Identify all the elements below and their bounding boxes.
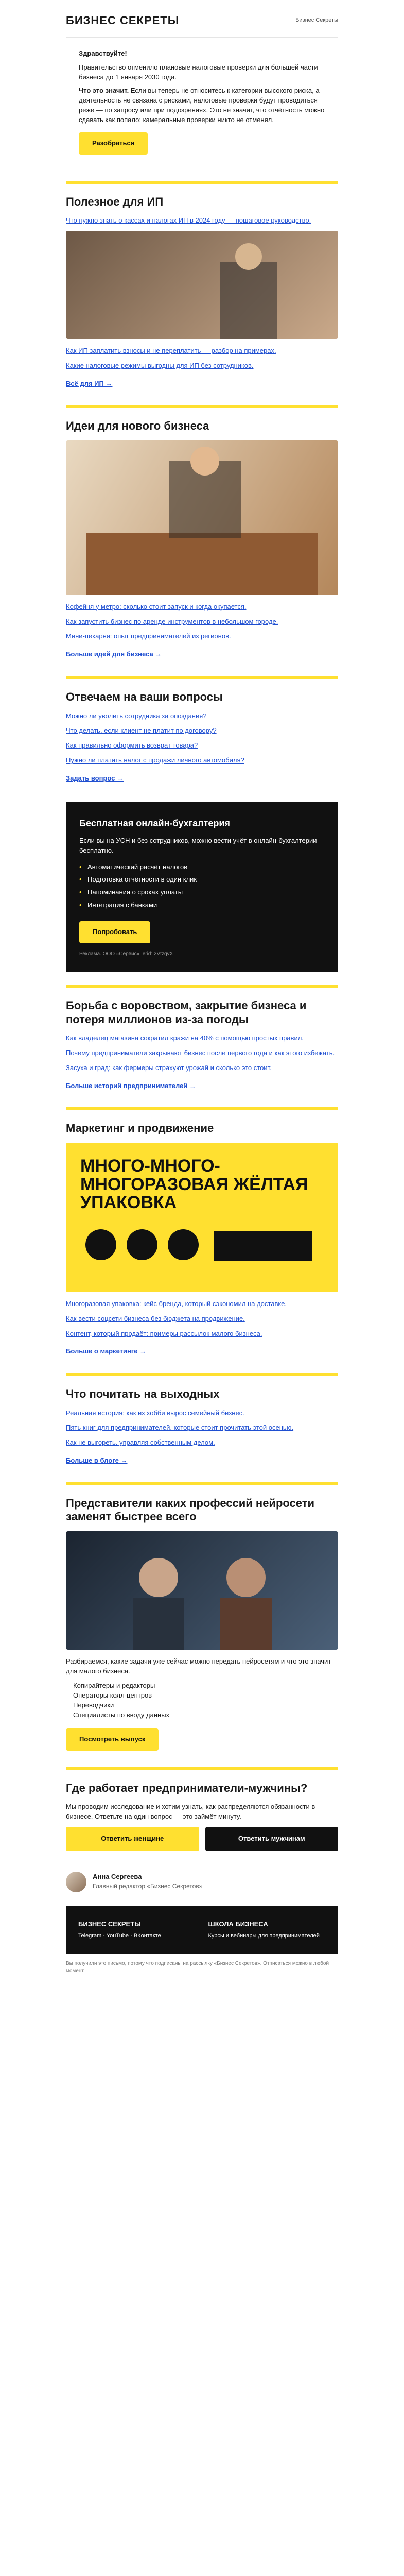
section-ip — [66, 181, 338, 400]
ai-image — [66, 1531, 338, 1650]
promo-list — [79, 861, 325, 912]
article-link[interactable]: Засуха и град: как фермеры страхуют урожай и сколько это стоит. — [66, 1063, 272, 1072]
footer-social-links[interactable]: Telegram · YouTube · ВКонтакте — [78, 1933, 161, 1939]
article-link[interactable]: Почему предприниматели закрывают бизнес после первого года и как этого избежать. — [66, 1048, 335, 1057]
ai-list-item: Переводчики — [73, 1701, 114, 1709]
ai-cta-button[interactable]: Посмотреть выпуск — [66, 1728, 159, 1751]
article-link[interactable]: Что нужно знать о кассах и налогах ИП в 2024 году — пошаговое руководство. — [66, 216, 311, 225]
section-title: Где работает предприниматели-мужчины? — [66, 1781, 308, 1794]
section-title: Идеи для нового бизнеса — [66, 419, 209, 433]
more-link[interactable]: Больше в блоге → — [66, 1456, 128, 1465]
unsubscribe-note: Вы получили это письмо, потому что подписаны на рассылку «Бизнес Секретов». Отписаться можно в любой момент. — [66, 1960, 329, 1974]
answer-women-button[interactable]: Ответить женщине — [66, 1827, 199, 1851]
section-title: Представители каких профессий нейросети заменят быстрее всего — [66, 1496, 315, 1523]
promo-list-item: • Автоматический расчёт налогов — [79, 861, 325, 874]
footer-school-text[interactable]: Курсы и вебинары для предпринимателей — [208, 1933, 320, 1939]
section-title: Маркетинг и продвижение — [66, 1122, 214, 1135]
author-name: Анна Сергеева — [93, 1873, 142, 1881]
section-qa — [66, 676, 338, 795]
ai-list — [66, 1681, 338, 1720]
ai-list-item: Копирайтеры и редакторы — [73, 1682, 155, 1690]
survey-text: Мы проводим исследование и хотим узнать, как распределяются обязанности в бизнесе. Ответьте на один вопрос — это займёт минуту. — [66, 1803, 315, 1820]
promo-list-item: • Подготовка отчётности в один клик — [79, 873, 325, 886]
promo-text: Если вы на УСН и без сотрудников, можно вести учёт в онлайн-бухгалтерии бесплатно. — [79, 836, 317, 854]
section-title: Что почитать на выходных — [66, 1387, 220, 1401]
avatar — [66, 1872, 86, 1892]
article-image — [66, 231, 338, 339]
article-link[interactable]: Как запустить бизнес по аренде инструментов в небольшом городе. — [66, 617, 278, 625]
question-link[interactable]: Можно ли уволить сотрудника за опоздания? — [66, 711, 207, 720]
question-link[interactable]: Нужно ли платить налог с продажи личного автомобиля? — [66, 756, 244, 765]
section-title: Отвечаем на ваши вопросы — [66, 690, 223, 704]
article-link[interactable]: Как не выгореть, управляя собственным делом. — [66, 1438, 215, 1447]
footer-col-school — [208, 1919, 326, 1941]
article-link[interactable]: Контент, который продаёт: примеры рассылок малого бизнеса. — [66, 1329, 262, 1337]
brand-caption: Бизнес Секреты — [295, 16, 338, 23]
section-weekend — [66, 1373, 338, 1477]
answer-men-button[interactable]: Ответить мужчинам — [205, 1827, 339, 1851]
footer-col-brand — [78, 1919, 196, 1941]
intro-card — [66, 37, 338, 166]
article-link[interactable]: Пять книг для предпринимателей, которые стоит прочитать этой осенью. — [66, 1423, 294, 1432]
intro-text: Правительство отменило плановые налоговые проверки для большей части бизнеса до 1 января 2030 года. — [79, 63, 318, 81]
article-link[interactable]: Реальная история: как из хобби вырос семейный бизнес. — [66, 1409, 244, 1417]
article-link[interactable]: Многоразовая упаковка: кейс бренда, который сэкономил на доставке. — [66, 1299, 287, 1308]
marketing-banner — [66, 1143, 338, 1292]
logo: БИЗНЕС СЕКРЕТЫ — [66, 14, 180, 27]
greeting: Здравствуйте! — [79, 49, 127, 57]
article-link[interactable]: Мини-пекарня: опыт предпринимателей из регионов. — [66, 632, 231, 640]
section-title: Полезное для ИП — [66, 195, 164, 208]
ad-note: Реклама. ООО «Сервис». erid: 2VtzqvX — [79, 951, 173, 957]
footer-school: ШКОЛА БИЗНЕСА — [208, 1920, 268, 1928]
shop-photo-icon — [66, 440, 338, 595]
section-survey — [66, 1767, 338, 1862]
promo-cta-button[interactable]: Попробовать — [79, 921, 150, 943]
promo-title: Бесплатная онлайн-бухгалтерия — [79, 818, 230, 828]
more-link[interactable]: Всё для ИП → — [66, 379, 113, 387]
article-link[interactable]: Какие налоговые режимы выгодны для ИП без сотрудников. — [66, 361, 254, 369]
lead-text: Если вы теперь не относитесь к категории высокого риска, а деятельность не связана с рисками, налоговые проверки будут проводиться реже — по запросу или при подозрениях. Это не значит, что отчётность можно сдавать как попало: камеральные проверки никто не отменял. — [79, 87, 325, 124]
author-block — [66, 1872, 338, 1892]
footer — [66, 1906, 338, 1954]
more-link[interactable]: Больше о маркетинге → — [66, 1347, 147, 1355]
intro-cta-button[interactable]: Разобраться — [79, 132, 148, 155]
more-link[interactable]: Задать вопрос → — [66, 774, 124, 782]
section-ideas — [66, 405, 338, 671]
ai-list-item: Операторы колл-центров — [73, 1691, 152, 1700]
people-photo-icon — [66, 1531, 338, 1650]
article-link[interactable]: Как владелец магазина сократил кражи на 40% с помощью простых правил. — [66, 1034, 304, 1042]
photo-illustration-icon — [66, 231, 338, 339]
article-link[interactable]: Как ИП заплатить взносы и не переплатить — разбор на примерах. — [66, 346, 276, 354]
promo-bookkeeping — [66, 802, 338, 973]
article-link[interactable]: Как вести соцсети бизнеса без бюджета на продвижение. — [66, 1314, 245, 1323]
section-fraud — [66, 985, 338, 1102]
section-ai — [66, 1482, 338, 1762]
ai-text: Разбираемся, какие задачи уже сейчас можно передать нейросетям и что это значит для малого бизнеса. — [66, 1657, 331, 1675]
banner-text: МНОГО-МНОГО-МНОГОРАЗОВАЯ ЖЁЛТАЯ УПАКОВКА — [80, 1156, 308, 1213]
section-marketing — [66, 1107, 338, 1368]
promo-list-item: • Интеграция с банками — [79, 899, 325, 912]
header — [66, 0, 338, 37]
author-role: Главный редактор «Бизнес Секретов» — [93, 1883, 203, 1890]
section-title: Борьба с воровством, закрытие бизнеса и потеря миллионов из-за погоды — [66, 999, 307, 1026]
lead-label: Что это значит. — [79, 87, 129, 95]
survey-buttons — [66, 1827, 338, 1851]
question-link[interactable]: Что делать, если клиент не платит по договору? — [66, 726, 217, 735]
ideas-image — [66, 440, 338, 595]
more-link[interactable]: Больше идей для бизнеса → — [66, 650, 162, 658]
package-icons — [80, 1222, 322, 1268]
ai-list-item: Специалисты по вводу данных — [73, 1710, 170, 1719]
footer-brand: БИЗНЕС СЕКРЕТЫ — [78, 1920, 141, 1928]
promo-list-item: • Напоминания о сроках уплаты — [79, 886, 325, 899]
intro-lead — [79, 86, 325, 125]
article-link[interactable]: Кофейня у метро: сколько стоит запуск и когда окупается. — [66, 602, 247, 611]
question-link[interactable]: Как правильно оформить возврат товара? — [66, 741, 198, 750]
more-link[interactable]: Больше историй предпринимателей → — [66, 1081, 196, 1090]
